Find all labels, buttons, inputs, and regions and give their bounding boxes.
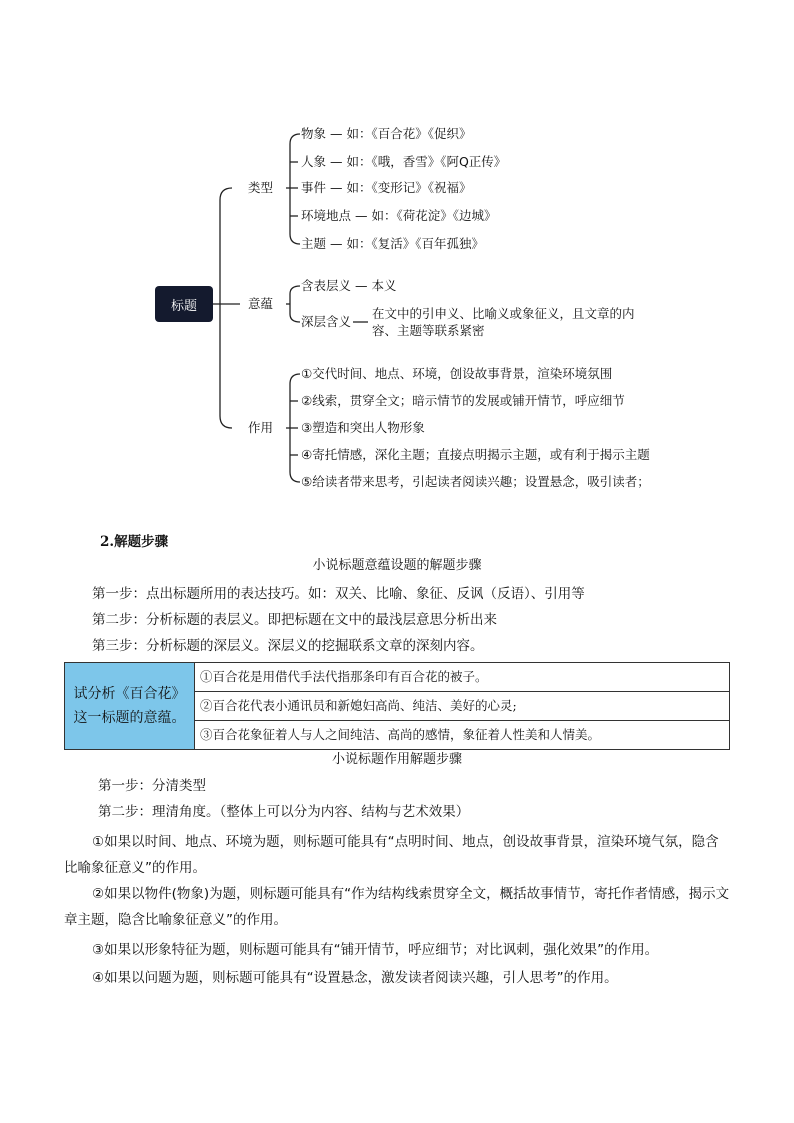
branch-type-label: 类型 bbox=[248, 180, 274, 195]
example-answer: ②百合花代表小通讯员和新媳妇高尚、纯洁、美好的心灵; bbox=[195, 692, 730, 721]
subtitle-meaning-steps: 小说标题意蕴设题的解题步骤 bbox=[312, 558, 482, 573]
branch-function-label: 作用 bbox=[248, 420, 274, 435]
meaning-deep-line2: 容、主题等联系紧密 bbox=[372, 323, 485, 338]
function-item: ④寄托情感，深化主题；直接点明揭示主题，或有利于揭示主题 bbox=[301, 447, 650, 462]
type-item: 环境地点 — 如：《荷花淀》《边城》 bbox=[301, 208, 497, 223]
function-item: ②线索，贯穿全文；暗示情节的发展或铺开情节，呼应细节 bbox=[301, 393, 625, 408]
function-item: ⑤给读者带来思考，引起读者阅读兴趣；设置悬念，吸引读者； bbox=[301, 474, 650, 489]
step-line: 第一步：点出标题所用的表达技巧。如：双关、比喻、象征、反讽（反语）、引用等 bbox=[92, 586, 585, 602]
example-answer: ③百合花象征着人与人之间纯洁、高尚的感情，象征着人性美和人情美。 bbox=[195, 721, 730, 750]
mindmap-root: 标题 bbox=[155, 286, 213, 322]
example-answer: ①百合花是用借代手法代指那条印有百合花的被子。 bbox=[195, 663, 730, 692]
type-item: 物象 — 如：《百合花》《促织》 bbox=[301, 126, 472, 141]
function-item: ③塑造和突出人物形象 bbox=[301, 420, 425, 435]
function-item: ①交代时间、地点、环境，创设故事背景，渲染环境氛围 bbox=[301, 366, 613, 381]
step-line: 第一步：分清类型 bbox=[98, 778, 206, 794]
subtitle-function-steps: 小说标题作用解题步骤 bbox=[331, 752, 462, 767]
example-table bbox=[64, 662, 730, 750]
meaning-deep-line1: 在文中的引申义、比喻义或象征义，且文章的内 bbox=[372, 306, 635, 321]
function-paragraph: ②如果以物件(物象)为题，则标题可能具有“作为结构线索贯穿全文，概括故事情节，寄托作者情感，揭示文章主题，隐含比喻象征意义”的作用。 bbox=[64, 886, 730, 928]
type-item: 主题 — 如：《复活》《百年孤独》 bbox=[301, 236, 484, 251]
branch-meaning-label: 意蕴 bbox=[248, 296, 274, 311]
example-question-line2: 这一标题的意蕴。 bbox=[73, 710, 186, 726]
meaning-deep-label: 深层含义 bbox=[301, 314, 352, 329]
function-paragraph: ④如果以问题为题，则标题可能具有“设置悬念，激发读者阅读兴趣，引人思考”的作用。 bbox=[92, 970, 618, 986]
function-paragraph: ③如果以形象特征为题，则标题可能具有“铺开情节，呼应细节；对比讽刺，强化效果”的作用。 bbox=[92, 942, 659, 958]
type-item: 人象 — 如：《哦，香雪》《阿Q正传》 bbox=[301, 154, 507, 169]
function-paragraph: ①如果以时间、地点、环境为题，则标题可能具有“点明时间、地点，创设故事背景，渲染环境气氛，隐含比喻象征意义”的作用。 bbox=[64, 834, 719, 876]
step-line: 第二步：分析标题的表层义。即把标题在文中的最浅层意思分析出来 bbox=[92, 612, 497, 628]
section-heading: 2.解题步骤 bbox=[100, 534, 169, 550]
step-line: 第三步：分析标题的深层义。深层义的挖掘联系文章的深刻内容。 bbox=[92, 638, 484, 654]
example-question-line1: 试分析《百合花》 bbox=[73, 686, 186, 702]
step-line: 第二步：理清角度。（整体上可以分为内容、结构与艺术效果） bbox=[98, 804, 470, 820]
type-item: 事件 — 如：《变形记》《祝福》 bbox=[301, 180, 472, 195]
mindmap-connectors bbox=[0, 0, 794, 520]
meaning-surface: 含表层义 — 本义 bbox=[301, 278, 397, 293]
example-question bbox=[65, 663, 195, 750]
